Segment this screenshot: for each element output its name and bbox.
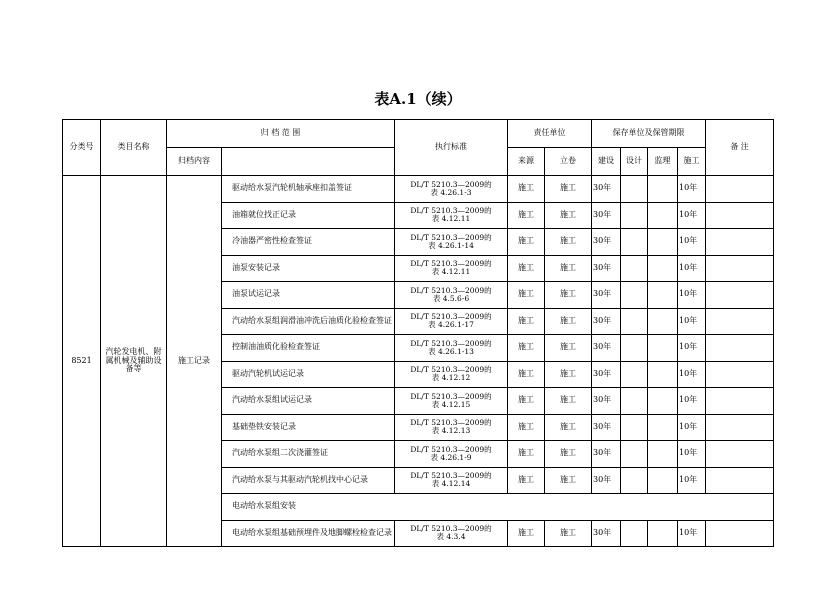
standard-line1: DL/T 5210.3—2009的 (410, 471, 492, 480)
standard-line1: DL/T 5210.3—2009的 (410, 418, 492, 427)
supervise-cell (648, 388, 678, 415)
filing-cell: 施工 (545, 176, 592, 203)
remark-cell (706, 308, 774, 335)
standard-line2: 表 4.12.11 (431, 267, 471, 277)
construct-cell: 10年 (678, 335, 706, 362)
build-cell: 30年 (592, 441, 621, 468)
supervise-cell (648, 467, 678, 494)
header-content: 归档内容 (167, 148, 222, 176)
design-cell (621, 361, 648, 388)
supervise-cell (648, 335, 678, 362)
remark-cell (706, 335, 774, 362)
standard-line1: DL/T 5210.3—2009的 (410, 524, 492, 533)
page-title: 表A.1（续） (374, 90, 462, 108)
construct-cell: 10年 (678, 176, 706, 203)
construct-cell: 10年 (678, 361, 706, 388)
standard-cell (395, 388, 508, 415)
table-row (63, 176, 774, 203)
design-cell (621, 229, 648, 256)
remark-cell (706, 361, 774, 388)
source-cell: 施工 (508, 361, 545, 388)
filing-cell: 施工 (545, 361, 592, 388)
standard-line2: 表 4.5.6-6 (432, 293, 470, 303)
build-cell: 30年 (592, 388, 621, 415)
design-cell (621, 520, 648, 547)
construct-cell: 10年 (678, 441, 706, 468)
design-cell (621, 202, 648, 229)
filing-cell: 施工 (545, 520, 592, 547)
construct-cell: 10年 (678, 282, 706, 309)
standard-cell (395, 255, 508, 282)
header-build: 建设 (592, 148, 621, 176)
standard-line1: DL/T 5210.3—2009的 (410, 365, 492, 374)
supervise-cell (648, 441, 678, 468)
supervise-cell (648, 255, 678, 282)
item-name: 汽动给水泵与其驱动汽轮机找中心记录 (222, 467, 395, 494)
group-code: 8521 (63, 176, 101, 547)
item-name: 电动给水泵组基础预埋件及地脚螺栓检查记录 (222, 520, 395, 547)
construct-cell: 10年 (678, 520, 706, 547)
standard-cell (395, 308, 508, 335)
supervise-cell (648, 308, 678, 335)
source-cell: 施工 (508, 335, 545, 362)
supervise-cell (648, 202, 678, 229)
standard-cell (395, 361, 508, 388)
source-cell: 施工 (508, 520, 545, 547)
remark-cell (706, 255, 774, 282)
standard-line1: DL/T 5210.3—2009的 (410, 312, 492, 321)
standard-line1: DL/T 5210.3—2009的 (410, 444, 492, 454)
item-name: 冷油器严密性检查签证 (222, 229, 395, 256)
standard-cell (395, 335, 508, 362)
source-cell: 施工 (508, 176, 545, 203)
standard-cell (395, 414, 508, 441)
standard-line2: 表 4.12.13 (431, 426, 471, 436)
remark-cell (706, 282, 774, 309)
source-cell: 施工 (508, 414, 545, 441)
build-cell: 30年 (592, 335, 621, 362)
build-cell: 30年 (592, 520, 621, 547)
standard-line2: 表 4.12.12 (431, 373, 471, 383)
design-cell (621, 388, 648, 415)
design-cell (621, 176, 648, 203)
item-name: 油泵安装记录 (222, 255, 395, 282)
build-cell: 30年 (592, 176, 621, 203)
remark-cell (706, 202, 774, 229)
filing-cell: 施工 (545, 467, 592, 494)
supervise-cell (648, 361, 678, 388)
standard-cell (395, 229, 508, 256)
build-cell: 30年 (592, 202, 621, 229)
standard-line2: 表 4.3.4 (436, 532, 466, 542)
standard-line2: 表 4.12.15 (431, 399, 471, 409)
standard-line2: 表 4.26.1-13 (428, 346, 474, 356)
item-name: 汽动给水泵组试运记录 (222, 388, 395, 415)
filing-cell: 施工 (545, 441, 592, 468)
standard-line2: 表 4.26.1-17 (428, 320, 474, 330)
filing-cell: 施工 (545, 202, 592, 229)
construct-cell: 10年 (678, 229, 706, 256)
build-cell: 30年 (592, 282, 621, 309)
header-standard: 执行标准 (395, 120, 508, 176)
header-keep: 保存单位及保管期限 (592, 120, 706, 148)
design-cell (621, 467, 648, 494)
standard-cell (395, 176, 508, 203)
design-cell (621, 282, 648, 309)
source-cell: 施工 (508, 441, 545, 468)
group-content: 施工记录 (167, 176, 222, 547)
item-name: 油泵试运记录 (222, 282, 395, 309)
construct-cell: 10年 (678, 255, 706, 282)
source-cell: 施工 (508, 229, 545, 256)
filing-cell: 施工 (545, 335, 592, 362)
build-cell: 30年 (592, 308, 621, 335)
remark-cell (706, 467, 774, 494)
group-category: 汽轮发电机、附属机械及辅助设备等 (101, 176, 167, 547)
build-cell: 30年 (592, 229, 621, 256)
standard-line2: 表 4.26.1-14 (428, 240, 474, 250)
standard-line2: 表 4.26.1-3 (430, 187, 472, 197)
supervise-cell (648, 176, 678, 203)
standard-line1: DL/T 5210.3—2009的 (410, 232, 492, 242)
construct-cell: 10年 (678, 467, 706, 494)
item-name: 驱动给水泵汽轮机轴承座扣盖签证 (222, 176, 395, 203)
supervise-cell (648, 282, 678, 309)
filing-cell: 施工 (545, 282, 592, 309)
standard-line1: DL/T 5210.3—2009的 (410, 391, 492, 401)
standard-cell (395, 441, 508, 468)
header-responsible: 责任单位 (508, 120, 592, 148)
item-name: 汽动给水泵组二次浇灌签证 (222, 441, 395, 468)
standard-line1: DL/T 5210.3—2009的 (410, 338, 492, 348)
header-supervise: 监理 (648, 148, 678, 176)
build-cell: 30年 (592, 414, 621, 441)
header-code: 分类号 (63, 120, 101, 176)
item-name: 基础垫铁安装记录 (222, 414, 395, 441)
item-name: 驱动汽轮机试运记录 (222, 361, 395, 388)
supervise-cell (648, 520, 678, 547)
header-scope: 归 档 范 围 (167, 120, 395, 148)
filing-cell: 施工 (545, 388, 592, 415)
supervise-cell (648, 229, 678, 256)
remark-cell (706, 229, 774, 256)
standard-cell (395, 467, 508, 494)
item-name: 控制油油质化验检查签证 (222, 335, 395, 362)
source-cell: 施工 (508, 255, 545, 282)
remark-cell (706, 520, 774, 547)
design-cell (621, 441, 648, 468)
standard-line1: DL/T 5210.3—2009的 (410, 206, 492, 215)
construct-cell: 10年 (678, 202, 706, 229)
standard-line2: 表 4.26.1-9 (430, 452, 472, 462)
build-cell: 30年 (592, 467, 621, 494)
filing-cell: 施工 (545, 229, 592, 256)
remark-cell (706, 414, 774, 441)
standard-cell (395, 520, 508, 547)
standard-cell (395, 202, 508, 229)
source-cell: 施工 (508, 282, 545, 309)
design-cell (621, 414, 648, 441)
construct-cell: 10年 (678, 414, 706, 441)
source-cell: 施工 (508, 308, 545, 335)
header-remark: 备 注 (706, 120, 774, 176)
source-cell: 施工 (508, 202, 545, 229)
standard-line1: DL/T 5210.3—2009的 (410, 285, 492, 295)
item-name: 汽动给水泵组润滑油冲洗后油质化验检查签证 (222, 308, 395, 335)
filing-cell: 施工 (545, 308, 592, 335)
design-cell (621, 255, 648, 282)
remark-cell (706, 388, 774, 415)
header-blank (222, 148, 395, 176)
standard-line2: 表 4.12.11 (431, 214, 471, 224)
build-cell: 30年 (592, 255, 621, 282)
standard-line2: 表 4.12.14 (431, 479, 471, 489)
design-cell (621, 335, 648, 362)
header-filing: 立卷 (545, 148, 592, 176)
construct-cell: 10年 (678, 388, 706, 415)
header-construct: 施工 (678, 148, 706, 176)
archive-table (62, 119, 774, 547)
remark-cell (706, 176, 774, 203)
header-source: 来源 (508, 148, 545, 176)
design-cell (621, 308, 648, 335)
header-category: 类目名称 (101, 120, 167, 176)
source-cell: 施工 (508, 388, 545, 415)
build-cell: 30年 (592, 361, 621, 388)
source-cell: 施工 (508, 467, 545, 494)
construct-cell: 10年 (678, 308, 706, 335)
standard-line1: DL/T 5210.3—2009的 (410, 259, 492, 268)
supervise-cell (648, 414, 678, 441)
header-design: 设计 (621, 148, 648, 176)
standard-cell (395, 282, 508, 309)
section-title: 电动给水泵组安装 (222, 494, 774, 521)
item-name: 油箱就位找正记录 (222, 202, 395, 229)
standard-line1: DL/T 5210.3—2009的 (410, 179, 492, 189)
filing-cell: 施工 (545, 255, 592, 282)
filing-cell: 施工 (545, 414, 592, 441)
remark-cell (706, 441, 774, 468)
